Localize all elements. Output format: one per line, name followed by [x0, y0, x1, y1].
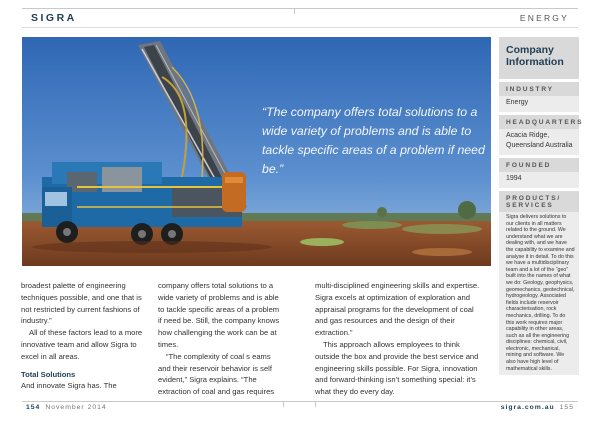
sidebar-header	[499, 37, 579, 79]
article-paragraph: multi-disciplined engineering skills and expertise. Sigra excels at optimization of exploration and appraisal programs for the development of coal and gas resources and the design of their extraction.”	[315, 281, 480, 338]
article-column-2	[158, 280, 281, 398]
products-value: Sigra delivers solutions to our clients in all matters related to the ground. We understand what we are dealing with, and we have the capability to examine and analyse it in detail. To do this we have a multidisciplinary team and a lot of the “geo” built into the names of what we do: Geology, geophysics, geomechanics, geotechnical, hydrogeology. Associated fields include reservoir characterisation, rock mechanics, drilling. To do this work requires major capability in other areas, such as all the engineering disciplines: chemical, civil, electronic, mechanical, mining and software. We also have high level of mathematical skills.	[499, 212, 579, 375]
website-link[interactable]: sigra.com.au	[500, 404, 555, 411]
article-column-1	[21, 280, 149, 392]
article-paragraph: And innovate Sigra has. The	[21, 381, 117, 391]
industry-label: INDUSTRY	[499, 82, 579, 96]
headquarters-value: Acacia Ridge, Queensland Australia	[499, 129, 579, 155]
page-number-left: 154	[26, 404, 41, 411]
bottom-rule-divider	[315, 401, 316, 407]
top-rule-divider	[294, 8, 295, 14]
bottom-rule-divider	[283, 401, 284, 407]
article-paragraph: This approach allows employees to think outside the box and provide the best service and engineering skills possible. For Sigra, innovation and forward-thinking isn’t something special: it’s what they do every day.	[315, 339, 479, 397]
page-number-right: 155	[559, 404, 574, 411]
header-underline	[22, 27, 578, 28]
brand-name: SIGRA	[31, 12, 77, 24]
industry-value: Energy	[499, 96, 579, 112]
section-label: ENERGY	[519, 13, 569, 23]
founded-value: 1994	[499, 172, 579, 188]
sidebar-title: Company Information	[506, 44, 564, 68]
footer-left	[26, 404, 107, 411]
top-rule	[22, 8, 578, 9]
founded-label: FOUNDED	[499, 158, 579, 172]
issue-date: November 2014	[45, 404, 107, 411]
article-paragraph: “The complexity of coal s eams and their reservoir behavior is self evident,” Sigra explains. “The extraction of coal and gas requires	[158, 351, 275, 397]
pull-quote: “The company offers total solutions to a wide variety of problems and is able to tackle specific areas of a problem if need be.”	[262, 105, 485, 176]
article-column-3	[315, 280, 483, 398]
article-paragraph: company offers total solutions to a wide variety of problems and is able to tackle specific areas of a problem if need be. Still, the company knows how challenging the work can be at times.	[158, 281, 280, 349]
footer-right	[501, 404, 574, 411]
bottom-rule	[22, 401, 578, 402]
article-paragraph: broadest palette of engineering techniques possible, and one that is not restricted by current fashions of industry.”	[21, 281, 142, 326]
headquarters-label: HEADQUARTERS	[499, 115, 579, 129]
company-info-sidebar	[499, 37, 584, 405]
article-subheading: Total Solutions	[21, 369, 76, 379]
products-label: PRODUCTS/ SERVICES	[499, 191, 579, 212]
hero-photo	[22, 37, 491, 266]
article-paragraph: All of these factors lead to a more innovative team and allow Sigra to excel in all areas.	[21, 328, 143, 361]
